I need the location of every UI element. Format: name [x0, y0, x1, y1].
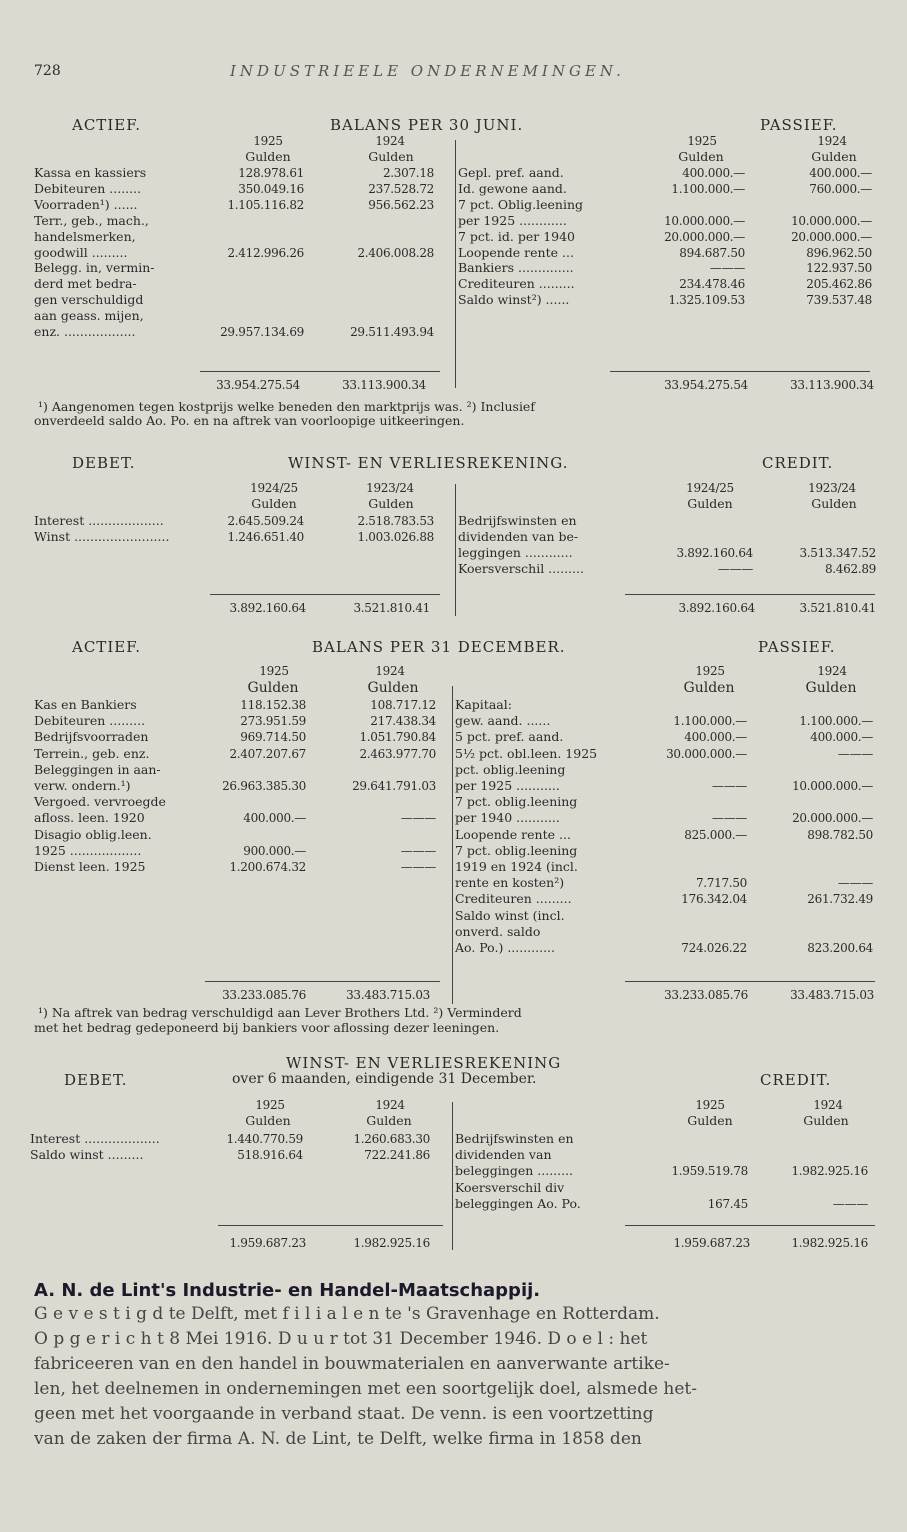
row-value-col2: 956.562.23 — [368, 197, 434, 212]
row-value-col1: 10.000.000.— — [664, 213, 745, 228]
row-value-col2: 823.200.64 — [807, 941, 873, 955]
company-line-5: geen met het voorgaande in verband staat. De venn. is een voortzetting — [34, 1404, 654, 1424]
pl1-left-head: DEBET. — [72, 454, 136, 472]
bal2-unit2: Gulden — [367, 680, 419, 696]
row-value-col2: 10.000.000.— — [791, 213, 872, 228]
balance-left-head: ACTIEF. — [72, 116, 142, 134]
row-value-col1: 724.026.22 — [681, 941, 747, 955]
row-value-col2: 1.051.790.84 — [359, 730, 436, 745]
row-value-col2: 1.100.000.— — [799, 714, 873, 729]
row-value-col1: 273.951.59 — [240, 714, 306, 729]
bal2-left-head: ACTIEF. — [72, 638, 142, 656]
total-right-1925: 33.954.275.54 — [664, 378, 748, 392]
row-value-col2: 10.000.000.— — [792, 779, 873, 793]
row-value-col2: 237.528.72 — [368, 181, 434, 196]
running-title: INDUSTRIEELE ONDERNEMINGEN. — [230, 62, 625, 80]
row-label: Koersverschil ......... — [458, 561, 584, 576]
ledger-row — [30, 1148, 440, 1164]
ledger-row — [34, 166, 444, 182]
ledger-row — [34, 714, 444, 730]
pl2-unit2: Gulden — [366, 1113, 412, 1128]
row-value-col2: 739.537.48 — [806, 293, 872, 308]
row-label: rente en kosten²) — [455, 875, 565, 891]
row-value-col2: 261.732.49 — [807, 892, 873, 907]
ledger-row — [455, 1148, 875, 1164]
ledger-row — [455, 795, 875, 811]
row-value-col1: 176.342.04 — [681, 892, 747, 907]
pl1-total-l1: 3.892.160.64 — [229, 601, 306, 615]
row-label: Loopende rente ... — [458, 244, 574, 260]
row-value-col1: 3.892.160.64 — [676, 546, 753, 560]
pl2-total-r2: 1.982.925.16 — [791, 1236, 868, 1250]
row-value-col1: 518.916.64 — [237, 1148, 303, 1162]
ledger-row — [455, 925, 875, 941]
row-value-col2: 760.000.— — [809, 181, 872, 196]
total-left-1924: 33.113.900.34 — [342, 378, 426, 392]
row-label: Saldo winst ......... — [30, 1147, 144, 1162]
row-label: Bedrijfswinsten en — [458, 513, 577, 528]
ledger-row — [455, 860, 875, 876]
row-value-col2: ——— — [400, 860, 436, 874]
bal2-year3: 1925 — [695, 664, 725, 678]
ledger-row — [455, 844, 875, 860]
row-value-col1: 20.000.000.— — [664, 229, 745, 244]
ledger-row — [34, 325, 444, 341]
ledger-row — [458, 166, 873, 182]
row-label: 5½ pct. obl.leen. 1925 — [455, 745, 598, 761]
ledger-row — [455, 763, 875, 779]
row-label: Terrein., geb. enz. — [34, 745, 150, 761]
bal2-total-r1: 33.233.085.76 — [664, 988, 748, 1002]
pl1-unit1: Gulden — [251, 496, 297, 511]
row-value-col1: 400.000.— — [682, 166, 745, 180]
row-value-col2: 217.438.34 — [370, 714, 436, 729]
unit-col3: Gulden — [678, 149, 724, 164]
bal2-unit3: Gulden — [683, 680, 735, 696]
pl2-unit1: Gulden — [245, 1113, 291, 1128]
row-value-col2: ——— — [837, 746, 873, 761]
ledger-row — [34, 261, 444, 277]
page-number: 728 — [34, 63, 61, 79]
row-value-col2: 108.717.12 — [370, 698, 436, 712]
ledger-row — [34, 230, 444, 246]
row-value-col2: 29.511.493.94 — [350, 325, 434, 339]
row-value-col1: 2.407.207.67 — [229, 746, 306, 761]
ledger-row — [455, 941, 875, 957]
row-value-col2: 1.003.026.88 — [357, 530, 434, 544]
bal2-unit4: Gulden — [805, 680, 857, 696]
ledger-row — [34, 698, 444, 714]
row-label: 1925 .................. — [34, 842, 142, 858]
row-value-col1: 1.325.109.53 — [668, 293, 745, 308]
pl1-title: WINST- EN VERLIESREKENING. — [288, 454, 569, 472]
row-value-col1: 1.200.674.32 — [229, 860, 306, 874]
pl1-right-head: CREDIT. — [762, 454, 834, 472]
ledger-row — [458, 230, 873, 246]
ledger-row — [458, 214, 873, 230]
ledger-row — [34, 795, 444, 811]
row-label: Interest ................... — [30, 1131, 160, 1146]
row-value-col1: 1.100.000.— — [673, 714, 747, 729]
row-value-col2: 400.000.— — [809, 166, 872, 180]
row-value-col1: 128.978.61 — [238, 166, 304, 180]
row-label: 7 pct. id. per 1940 — [458, 228, 576, 244]
row-label: Bedrijfsvoorraden — [34, 729, 149, 745]
ledger-row — [458, 561, 876, 578]
row-label: Kassa en kassiers — [34, 165, 147, 180]
ledger-row — [34, 214, 444, 230]
row-label: Crediteuren ......... — [458, 276, 575, 292]
row-value-col2: 3.513.347.52 — [799, 546, 876, 560]
ledger-row — [455, 828, 875, 844]
row-label: Ao. Po.) ............ — [455, 940, 555, 955]
row-value-col2: ——— — [400, 811, 436, 826]
row-value-col1: ——— — [717, 562, 753, 576]
bal2-total-l1: 33.233.085.76 — [222, 988, 306, 1002]
ledger-row — [34, 309, 444, 325]
row-label: Vergoed. vervroegde — [34, 794, 166, 810]
row-label: Koersverschil div — [455, 1179, 565, 1195]
ledger-row — [455, 1197, 875, 1213]
ledger-row — [458, 198, 873, 214]
row-value-col1: 1.100.000.— — [671, 181, 745, 196]
ledger-row — [34, 779, 444, 795]
ledger-row — [34, 844, 444, 860]
pl2-year4: 1924 — [813, 1098, 843, 1112]
ledger-row — [455, 1164, 875, 1180]
pl1-total-r2: 3.521.810.41 — [799, 601, 876, 615]
row-label: goodwill ......... — [34, 244, 128, 260]
row-label: Saldo winst²) ...... — [458, 292, 570, 308]
pl2-title-1: WINST- EN VERLIESREKENING — [286, 1054, 562, 1072]
row-value-col1: 400.000.— — [243, 811, 306, 826]
row-value-col2: 2.518.783.53 — [357, 514, 434, 528]
row-label: Loopende rente ... — [455, 826, 571, 842]
row-value-col2: 2.307.18 — [382, 166, 434, 180]
year-col2: 1924 — [375, 134, 405, 148]
footnote-1: ¹) Aangenomen tegen kostprijs welke beneden den marktprijs was. ²) Inclusief — [38, 399, 535, 414]
bal2-year4: 1924 — [817, 664, 847, 678]
bal2-year1: 1925 — [259, 664, 289, 678]
pl2-total-r1: 1.959.687.23 — [673, 1236, 750, 1250]
row-label: Voorraden¹) ...... — [34, 196, 138, 212]
ledger-row — [458, 277, 873, 293]
ledger-row — [34, 860, 444, 876]
unit-col1: Gulden — [245, 149, 291, 164]
row-value-col1: 234.478.46 — [679, 277, 745, 292]
ledger-row — [34, 277, 444, 293]
row-value-col1: 118.152.38 — [240, 698, 306, 712]
row-label: Crediteuren ......... — [455, 891, 572, 907]
ledger-row — [458, 514, 873, 530]
row-label: Winst ........................ — [34, 529, 170, 544]
row-value-col1: 1.440.770.59 — [226, 1132, 303, 1146]
bal2-footnote-1: ¹) Na aftrek van bedrag verschuldigd aan Lever Brothers Ltd. ²) Verminderd — [38, 1005, 522, 1020]
row-label: per 1940 ........... — [455, 810, 560, 826]
bal2-footnote-2: met het bedrag gedeponeerd bij bankiers voor aflossing dezer leeningen. — [34, 1020, 500, 1035]
ledger-row — [455, 698, 875, 714]
unit-col4: Gulden — [811, 149, 857, 164]
ledger-row — [34, 530, 444, 546]
ledger-row — [34, 198, 444, 214]
row-label: beleggingen Ao. Po. — [455, 1195, 581, 1211]
ledger-row — [458, 293, 873, 309]
row-value-col1: 350.049.16 — [238, 181, 304, 196]
bal2-right-head: PASSIEF. — [758, 638, 836, 656]
row-label: Bedrijfswinsten en — [455, 1131, 574, 1146]
company-line-2: O p g e r i c h t 8 Mei 1916. D u u r tot 31 December 1946. D o e l : het — [34, 1329, 648, 1349]
company-line-1: G e v e s t i g d te Delft, met f i l i a l e n te 's Gravenhage en Rotterdam. — [34, 1304, 660, 1324]
row-label: 7 pct. oblig.leening — [455, 842, 578, 858]
row-label: Belegg. in, vermin- — [34, 260, 155, 276]
row-label: 1919 en 1924 (incl. — [455, 859, 578, 874]
row-value-col2: 1.260.683.30 — [353, 1132, 430, 1146]
ledger-row — [30, 1132, 440, 1148]
row-label: Kas en Bankiers — [34, 697, 137, 712]
row-label: afloss. leen. 1920 — [34, 810, 145, 826]
ledger-row — [34, 828, 444, 844]
row-value-col1: 1.246.651.40 — [227, 530, 304, 544]
pl2-left-head: DEBET. — [64, 1071, 128, 1089]
pl2-year3: 1925 — [695, 1098, 725, 1112]
bal2-unit1: Gulden — [247, 680, 299, 696]
row-value-col1: 894.687.50 — [679, 245, 745, 260]
row-value-col2: 1.982.925.16 — [791, 1164, 868, 1179]
pl2-year2: 1924 — [375, 1098, 405, 1112]
pl1-year3: 1924/25 — [686, 481, 734, 495]
row-label: verw. ondern.¹) — [34, 778, 131, 793]
company-line-3: fabriceeren van en den handel in bouwmaterialen en aanverwante artike- — [34, 1354, 670, 1374]
row-value-col1: 2.412.996.26 — [227, 245, 304, 260]
row-label: Beleggingen in aan- — [34, 761, 161, 777]
ledger-row — [34, 763, 444, 779]
row-label: Interest ................... — [34, 513, 164, 528]
row-label: onverd. saldo — [455, 923, 541, 939]
row-value-col2: 205.462.86 — [806, 277, 872, 292]
ledger-row — [455, 779, 875, 795]
ledger-row — [34, 730, 444, 746]
row-label: gew. aand. ...... — [455, 713, 551, 729]
company-name: A. N. de Lint's Industrie- en Handel-Maatschappij. — [34, 1280, 541, 1301]
row-value-col1: 167.45 — [707, 1196, 748, 1211]
ledger-row — [458, 182, 873, 198]
row-label: Debiteuren ......... — [34, 713, 146, 729]
row-value-col1: ——— — [711, 811, 747, 826]
row-value-col2: 896.962.50 — [806, 245, 872, 260]
row-value-col1: 969.714.50 — [240, 730, 306, 745]
row-value-col2: 29.641.791.03 — [352, 779, 436, 793]
pl1-unit3: Gulden — [687, 496, 733, 511]
bal2-title: BALANS PER 31 DECEMBER. — [312, 638, 566, 656]
row-value-col1: 2.645.509.24 — [227, 514, 304, 528]
row-value-col2: 2.463.977.70 — [359, 746, 436, 761]
pl2-unit4: Gulden — [803, 1113, 849, 1128]
pl2-year1: 1925 — [255, 1098, 285, 1112]
row-label: 7 pct. oblig.leening — [455, 794, 578, 810]
ledger-row — [455, 1132, 875, 1148]
total-right-1924: 33.113.900.34 — [790, 378, 874, 392]
total-left-1925: 33.954.275.54 — [216, 378, 300, 392]
row-value-col1: ——— — [709, 261, 745, 276]
row-value-col2: 122.937.50 — [806, 261, 872, 276]
row-value-col2: 898.782.50 — [807, 827, 873, 842]
pl2-total-l1: 1.959.687.23 — [229, 1236, 306, 1250]
row-value-col1: 30.000.000.— — [666, 746, 747, 761]
row-label: 5 pct. pref. aand. — [455, 729, 564, 745]
ledger-row — [455, 811, 875, 827]
row-value-col1: ——— — [711, 779, 747, 793]
pl2-right-head: CREDIT. — [760, 1071, 832, 1089]
row-value-col1: 26.963.385.30 — [222, 779, 306, 793]
row-label: beleggingen ......... — [455, 1163, 574, 1179]
ledger-row — [458, 246, 873, 262]
row-value-col2: ——— — [400, 843, 436, 858]
pl1-year4: 1923/24 — [808, 481, 856, 495]
row-value-col1: 29.957.134.69 — [220, 325, 304, 339]
pl1-unit4: Gulden — [811, 496, 857, 511]
row-value-col1: 400.000.— — [684, 730, 747, 745]
row-label: derd met bedra- — [34, 276, 137, 292]
row-label: leggingen ............ — [458, 545, 573, 560]
pl1-total-l2: 3.521.810.41 — [353, 601, 430, 615]
ledger-row — [34, 514, 444, 530]
row-label: Gepl. pref. aand. — [458, 165, 564, 180]
row-value-col2: 20.000.000.— — [792, 811, 873, 826]
row-label: dividenden van — [455, 1147, 552, 1163]
ledger-row — [455, 1181, 875, 1197]
ledger-row — [34, 747, 444, 763]
row-label: Id. gewone aand. — [458, 180, 567, 196]
row-value-col2: 400.000.— — [810, 730, 873, 745]
row-value-col1: 900.000.— — [243, 843, 306, 858]
ledger-row — [458, 545, 876, 562]
ledger-row — [458, 261, 873, 277]
row-label: pct. oblig.leening — [455, 761, 566, 777]
row-value-col1: 1.959.519.78 — [671, 1164, 748, 1179]
ledger-row — [455, 876, 875, 892]
row-label: Terr., geb., mach., — [34, 212, 149, 228]
year-col1: 1925 — [253, 134, 283, 148]
row-value-col1: 825.000.— — [684, 827, 747, 842]
ledger-row — [455, 714, 875, 730]
year-col4: 1924 — [817, 134, 847, 148]
pl2-title-2: over 6 maanden, eindigende 31 December. — [232, 1071, 537, 1087]
row-value-col1: 7.717.50 — [695, 876, 747, 891]
row-label: 7 pct. Oblig.leening — [458, 196, 584, 212]
row-value-col1: 1.105.116.82 — [227, 197, 304, 212]
ledger-row — [455, 909, 875, 925]
row-label: handelsmerken, — [34, 228, 136, 244]
balance-right-head: PASSIEF. — [760, 116, 838, 134]
row-label: Bankiers .............. — [458, 260, 574, 276]
row-value-col2: 8.462.89 — [824, 562, 876, 576]
ledger-row — [34, 811, 444, 827]
row-label: Saldo winst (incl. — [455, 907, 565, 923]
ledger-row — [34, 246, 444, 262]
ledger-row — [455, 730, 875, 746]
row-label: per 1925 ............ — [458, 212, 567, 228]
row-label: Dienst leen. 1925 — [34, 859, 146, 874]
row-label: dividenden van be- — [458, 529, 579, 544]
pl2-unit3: Gulden — [687, 1113, 733, 1128]
row-label: Debiteuren ........ — [34, 180, 142, 196]
bal2-total-r2: 33.483.715.03 — [790, 988, 874, 1002]
row-value-col2: ——— — [832, 1196, 868, 1211]
pl1-year1: 1924/25 — [250, 481, 298, 495]
row-value-col2: ——— — [837, 876, 873, 891]
pl1-unit2: Gulden — [368, 496, 414, 511]
row-label: Disagio oblig.leen. — [34, 826, 152, 842]
row-label: aan geass. mijen, — [34, 308, 144, 324]
pl1-year2: 1923/24 — [366, 481, 414, 495]
company-line-4: len, het deelnemen in ondernemingen met een soortgelijk doel, alsmede het- — [34, 1379, 697, 1399]
ledger-row — [34, 293, 444, 309]
row-value-col2: 2.406.008.28 — [357, 245, 434, 260]
ledger-row — [458, 530, 873, 546]
ledger-row — [34, 182, 444, 198]
ledger-row — [455, 747, 875, 763]
unit-col2: Gulden — [368, 149, 414, 164]
year-col3: 1925 — [687, 134, 717, 148]
footnote-2: onverdeeld saldo Ao. Po. en na aftrek van voorloopige uitkeeringen. — [34, 413, 465, 428]
row-label: per 1925 ........... — [455, 778, 560, 793]
balance-title: BALANS PER 30 JUNI. — [330, 116, 524, 134]
bal2-year2: 1924 — [375, 664, 405, 678]
row-value-col2: 20.000.000.— — [791, 229, 872, 244]
row-value-col2: 722.241.86 — [364, 1148, 430, 1162]
bal2-total-l2: 33.483.715.03 — [346, 988, 430, 1002]
pl1-total-r1: 3.892.160.64 — [678, 601, 755, 615]
row-label: gen verschuldigd — [34, 292, 144, 308]
row-label: Kapitaal: — [455, 697, 512, 712]
pl2-total-l2: 1.982.925.16 — [353, 1236, 430, 1250]
company-line-6: van de zaken der firma A. N. de Lint, te Delft, welke firma in 1858 den — [34, 1429, 642, 1449]
ledger-row — [455, 892, 875, 908]
row-label: enz. .................. — [34, 324, 136, 339]
